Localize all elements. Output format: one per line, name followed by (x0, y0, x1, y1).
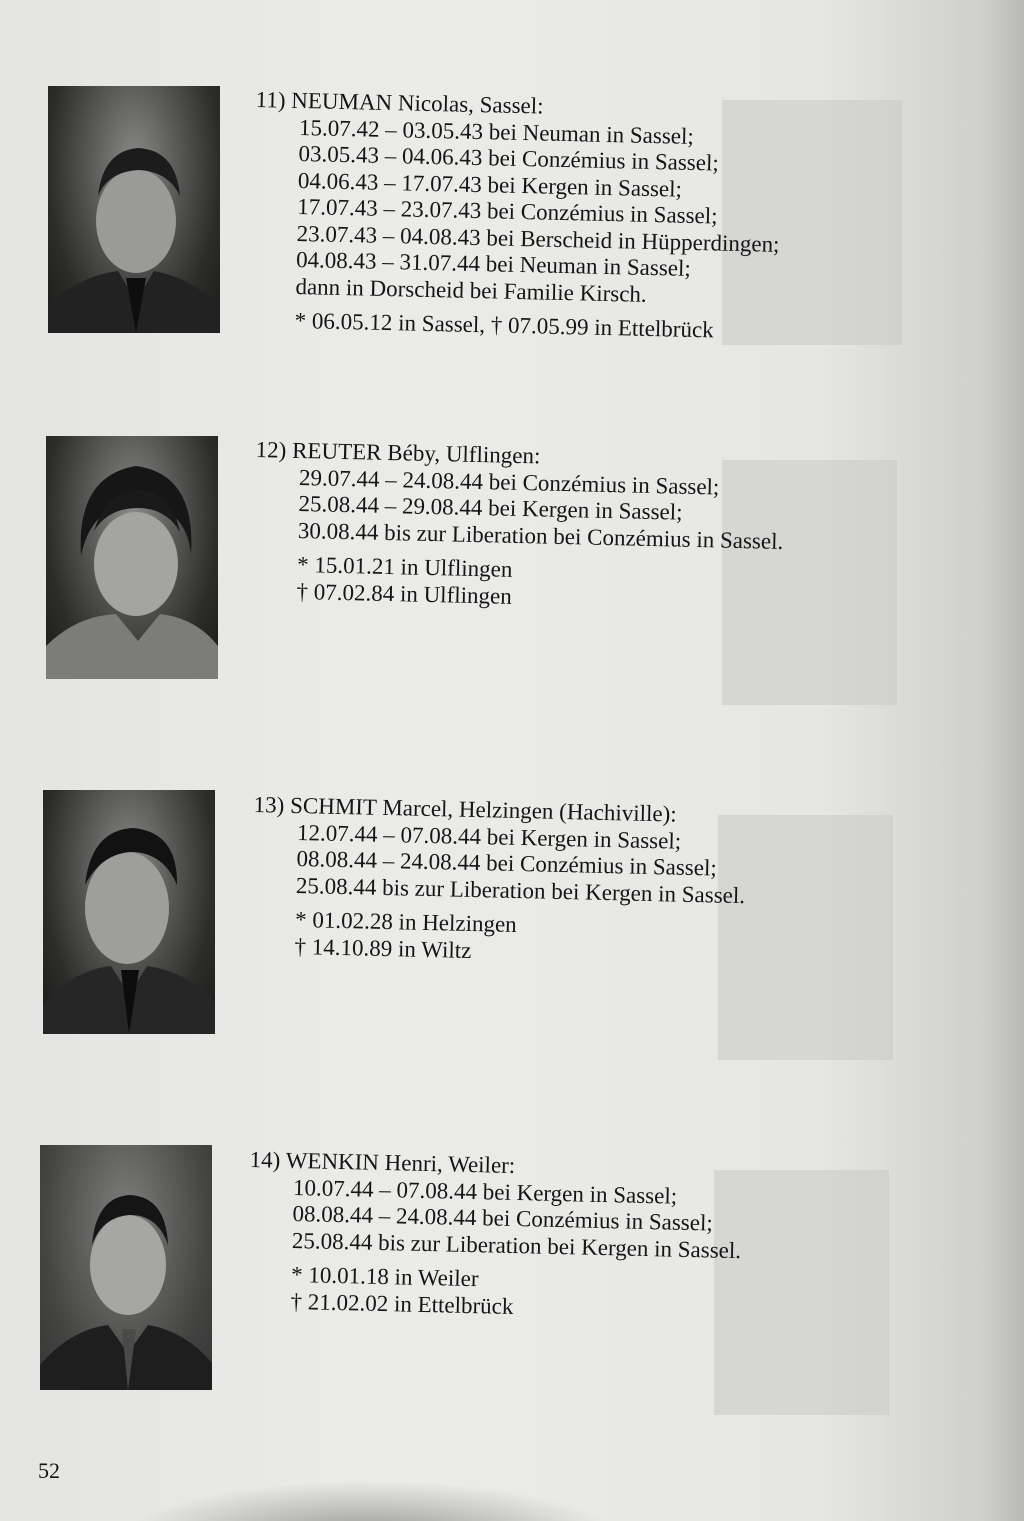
stay-line: 04.06.43 – 17.07.43 bei Kergen in Sassel; (297, 167, 683, 202)
stay-line: 04.08.43 – 31.07.44 bei Neuman in Sassel; (295, 246, 692, 281)
stay-line: 25.08.44 – 29.08.44 bei Kergen in Sassel; (298, 490, 683, 525)
vitals-line: * 15.01.21 in Ulflingen (296, 551, 513, 582)
stay-line: 08.08.44 – 24.08.44 bei Conzémius in Sassel; (292, 1200, 714, 1236)
entry-heading: 11) NEUMAN Nicolas, Sassel: (255, 87, 544, 119)
stay-line: 17.07.43 – 23.07.43 bei Conzémius in Sassel; (297, 193, 718, 229)
vitals-line: * 01.02.28 in Helzingen (294, 906, 518, 937)
entry-heading: 13) SCHMIT Marcel, Helzingen (Hachiville): (253, 792, 677, 827)
vitals-line: * 06.05.12 in Sassel, † 07.05.99 in Ettelbrück (294, 307, 714, 343)
entry-14-text (249, 1147, 743, 1325)
entry-heading: 14) WENKIN Henri, Weiler: (249, 1147, 516, 1179)
vitals-line: † 21.02.02 in Ettelbrück (290, 1288, 514, 1319)
page-number: 52 (38, 1458, 60, 1483)
portrait-photo-schmit (43, 790, 215, 1034)
stay-line: 10.07.44 – 07.08.44 bei Kergen in Sassel; (292, 1174, 678, 1209)
vitals-line: † 07.02.84 in Ulflingen (296, 578, 513, 609)
entry-heading: 12) REUTER Béby, Ulflingen: (255, 437, 541, 469)
portrait-photo-wenkin (40, 1145, 212, 1390)
stay-line: 03.05.43 – 04.06.43 bei Conzémius in Sassel; (298, 140, 720, 176)
stay-line: 23.07.43 – 04.08.43 bei Berscheid in Hüpperdingen; (296, 220, 780, 257)
stay-line: 29.07.44 – 24.08.44 bei Conzémius in Sassel; (298, 464, 720, 500)
stay-line: 30.08.44 bis zur Liberation bei Conzémius in Sassel. (297, 517, 784, 554)
page-shadow (120, 1480, 620, 1521)
stay-line: 25.08.44 bis zur Liberation bei Kergen in Sassel. (295, 872, 746, 908)
stay-line: 15.07.42 – 03.05.43 bei Neuman in Sassel; (298, 114, 695, 149)
stay-line: dann in Dorscheid bei Familie Kirsch. (295, 273, 648, 307)
vitals-line: † 14.10.89 in Wiltz (294, 933, 472, 963)
portrait-photo-reuter (46, 436, 218, 679)
stay-line: 08.08.44 – 24.08.44 bei Conzémius in Sassel; (296, 845, 718, 881)
stay-line: 12.07.44 – 07.08.44 bei Kergen in Sassel; (296, 819, 682, 854)
stay-line: 25.08.44 bis zur Liberation bei Kergen in Sassel. (291, 1227, 742, 1263)
vitals-line: * 10.01.18 in Weiler (290, 1261, 479, 1292)
entry-12-text (255, 437, 785, 616)
entry-11-text (255, 87, 782, 345)
entry-13-text (253, 792, 747, 970)
portrait-photo-neuman (48, 86, 220, 333)
